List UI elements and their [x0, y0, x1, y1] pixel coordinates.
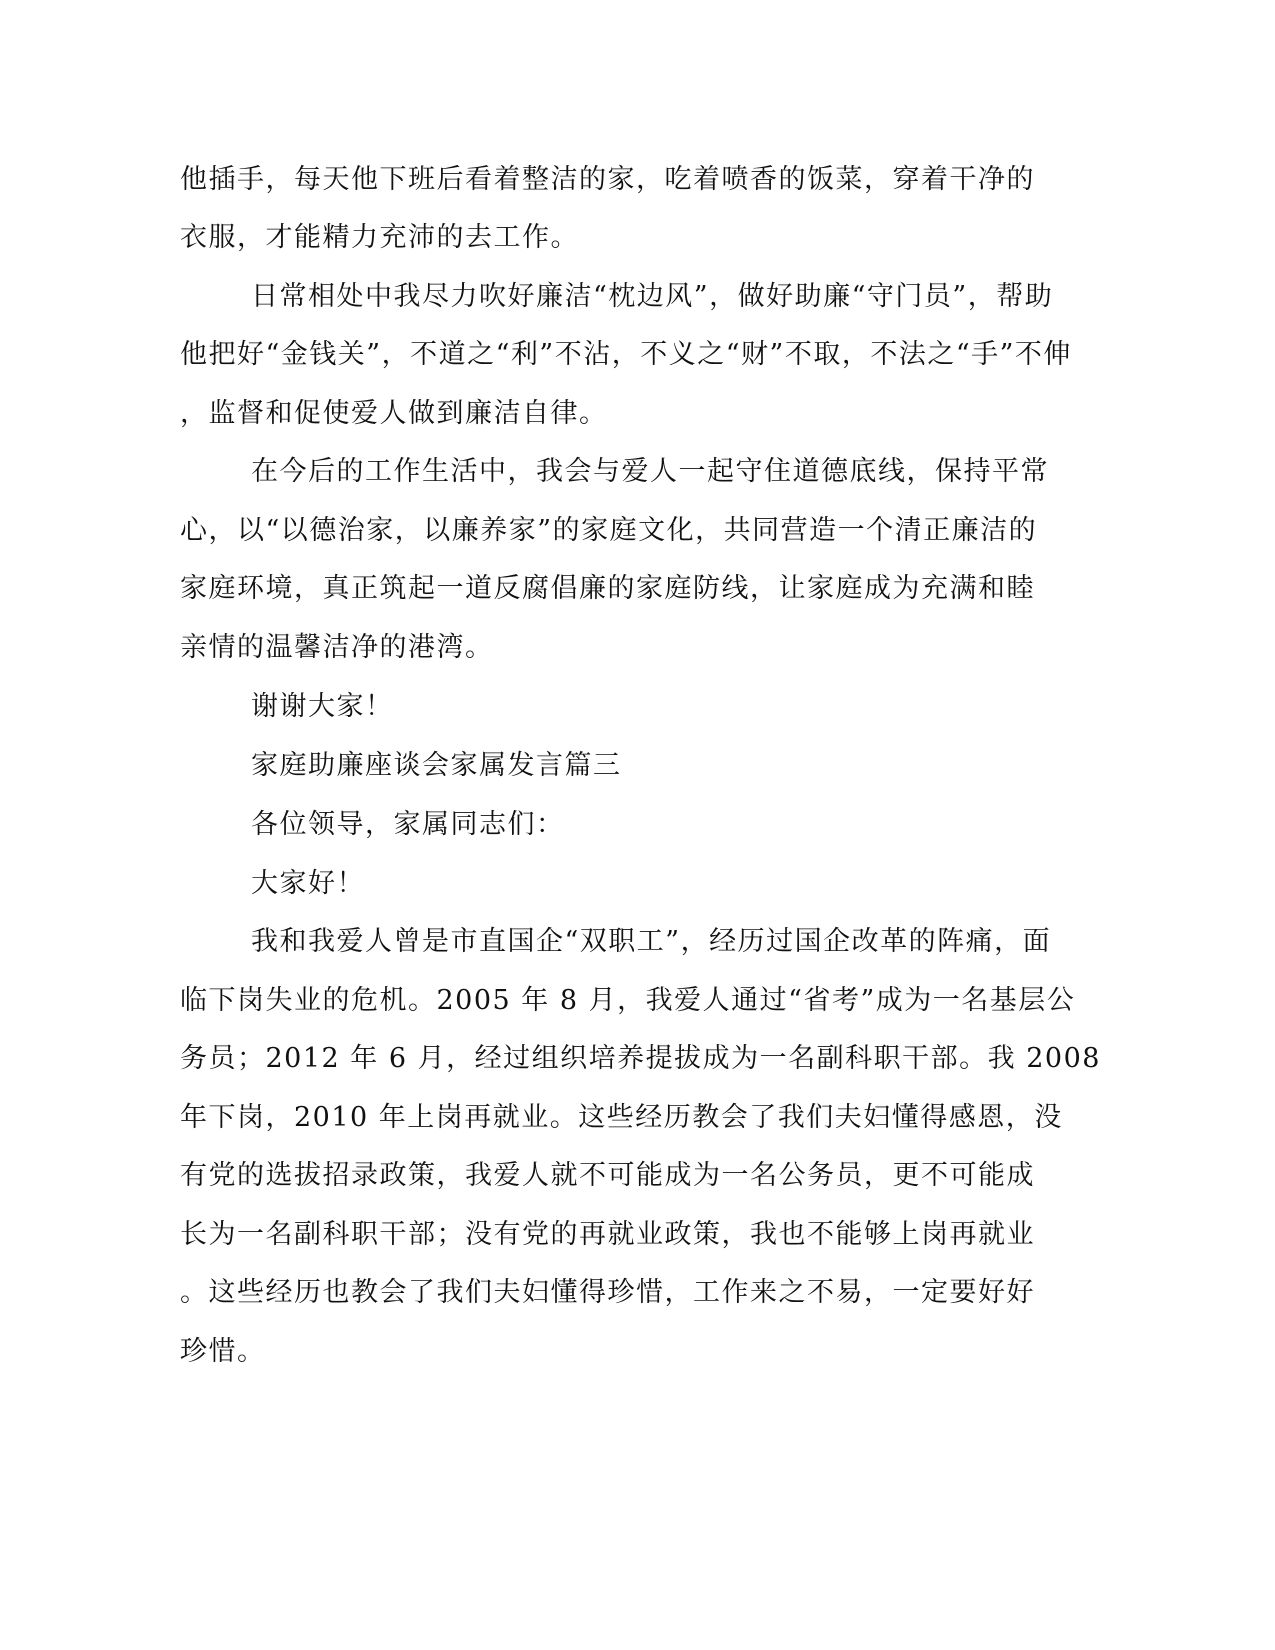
text-line: 心，以“以德治家，以廉养家”的家庭文化，共同营造一个清正廉洁的 — [180, 515, 1038, 546]
text-line: ，监督和促使爱人做到廉洁自律。 — [180, 398, 608, 429]
text-line: 亲情的温馨洁净的港湾。 — [180, 632, 494, 663]
text-line: 有党的选拔招录政策，我爱人就不可能成为一名公务员，更不可能成 — [180, 1160, 1035, 1191]
section-heading: 家庭助廉座谈会家属发言篇三 — [251, 750, 622, 781]
text-line: 年下岗，2010 年上岗再就业。这些经历教会了我们夫妇懂得感恩，没 — [180, 1102, 1063, 1133]
text-line: 谢谢大家！ — [251, 691, 394, 722]
text-line: 他把好“金钱关”，不道之“利”不沾，不义之“财”不取，不法之“手”不伸 — [180, 339, 1072, 370]
salutation: 各位领导，家属同志们： — [251, 809, 565, 840]
greeting: 大家好！ — [251, 868, 365, 899]
text-line: 日常相处中我尽力吹好廉洁“枕边风”，做好助廉“守门员”，帮助 — [251, 281, 1054, 312]
text-line: 我和我爱人曾是市直国企“双职工”，经历过国企改革的阵痛，面 — [251, 926, 1052, 957]
text-line: 临下岗失业的危机。2005 年 8 月，我爱人通过“省考”成为一名基层公 — [180, 985, 1076, 1016]
text-line: 长为一名副科职干部；没有党的再就业政策，我也不能够上岗再就业 — [180, 1219, 1035, 1250]
text-line: 衣服，才能精力充沛的去工作。 — [180, 222, 579, 253]
text-line: 他插手，每天他下班后看着整洁的家，吃着喷香的饭菜，穿着干净的 — [180, 164, 1035, 195]
text-line: 务员；2012 年 6 月，经过组织培养提拔成为一名副科职干部。我 2008 — [180, 1043, 1101, 1074]
text-line: 在今后的工作生活中，我会与爱人一起守住道德底线，保持平常 — [251, 456, 1049, 487]
text-line: 。这些经历也教会了我们夫妇懂得珍惜，工作来之不易，一定要好好 — [180, 1277, 1035, 1308]
text-line: 家庭环境，真正筑起一道反腐倡廉的家庭防线，让家庭成为充满和睦 — [180, 573, 1035, 604]
text-line: 珍惜。 — [180, 1336, 266, 1367]
